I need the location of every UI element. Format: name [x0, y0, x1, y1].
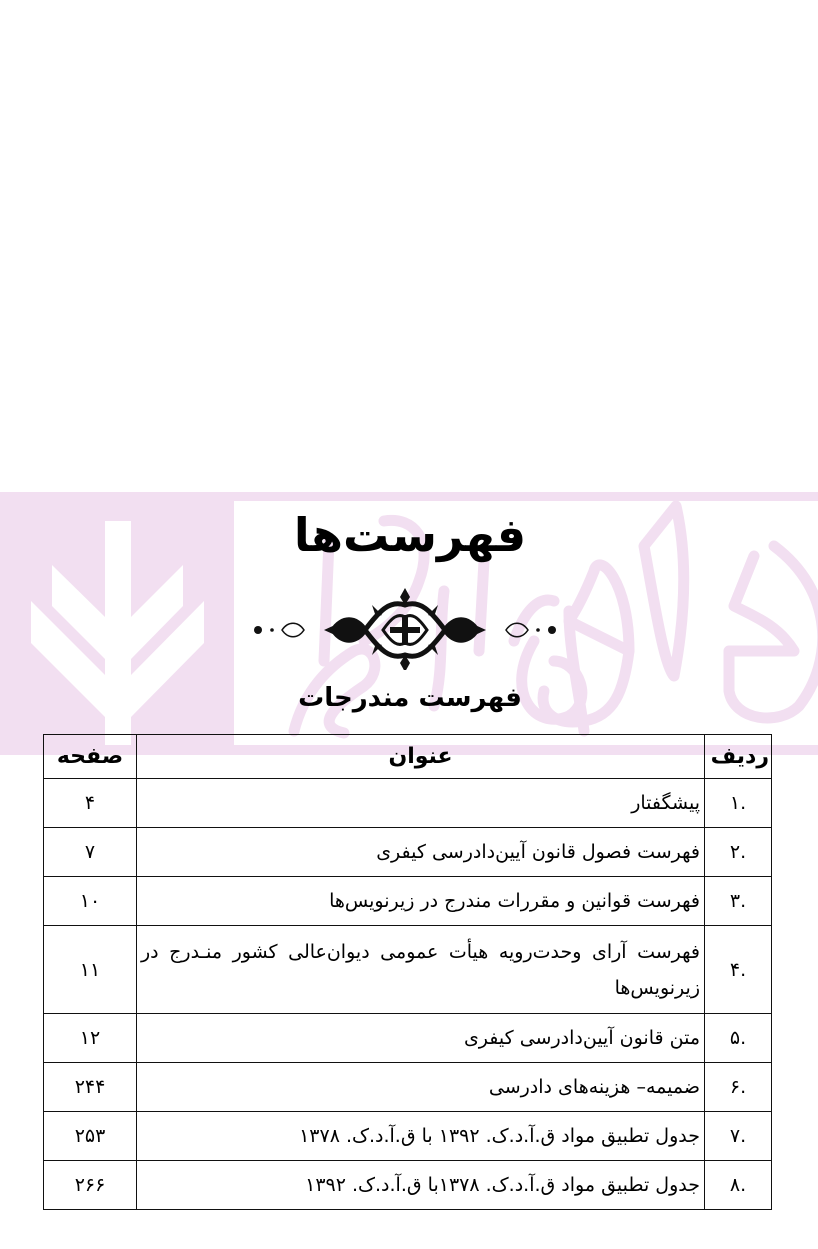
table-row: [44, 1063, 772, 1112]
row-page: ۲۴۴: [44, 1063, 137, 1112]
table-row: [44, 1161, 772, 1210]
row-page: ۷: [44, 828, 137, 877]
row-number: .۸: [705, 1161, 772, 1210]
row-page: ۲۶۶: [44, 1161, 137, 1210]
row-title: فهرست فصول قانون آیین‌دادرسی کیفری: [137, 828, 705, 877]
table-row: [44, 926, 772, 1014]
row-number: .۱: [705, 779, 772, 828]
header-row-number: ردیف: [705, 735, 772, 779]
contents-table: [43, 734, 772, 1210]
table-row: [44, 828, 772, 877]
row-number: .۴: [705, 926, 772, 1014]
row-number: .۳: [705, 877, 772, 926]
row-title: جدول تطبیق مواد ق.آ.د.ک. ۱۳۷۸با ق.آ.د.ک. ۱۳۹۲: [137, 1161, 705, 1210]
page-title: فهرست‌ها: [293, 508, 527, 562]
row-number: .۷: [705, 1112, 772, 1161]
tree-logo-icon: [0, 501, 234, 745]
row-page: ۱۱: [44, 926, 137, 1014]
watermark-logo-panel: [0, 501, 234, 745]
row-page: ۴: [44, 779, 137, 828]
row-title: فهرست آرای وحدت‌رویه هیأت عمومی دیوان‌عالی کشور منـدرج در زیرنویس‌ها: [137, 926, 705, 1014]
row-title: پیشگفتار: [137, 779, 705, 828]
table-header-row: [44, 735, 772, 779]
header-page: صفحه: [44, 735, 137, 779]
watermark-band-top: [0, 492, 818, 501]
row-number: .۲: [705, 828, 772, 877]
table-row: [44, 1112, 772, 1161]
row-number: .۶: [705, 1063, 772, 1112]
row-title: ضمیمه– هزینه‌های دادرسی: [137, 1063, 705, 1112]
table-row: [44, 779, 772, 828]
row-page: ۱۰: [44, 877, 137, 926]
row-title: جدول تطبیق مواد ق.آ.د.ک. ۱۳۹۲ با ق.آ.د.ک. ۱۳۷۸: [137, 1112, 705, 1161]
header-title: عنوان: [137, 735, 705, 779]
row-title: متن قانون آیین‌دادرسی کیفری: [137, 1014, 705, 1063]
section-subtitle: فهرست مندرجات: [298, 683, 522, 713]
floral-ornament-icon: [240, 585, 570, 670]
row-number: .۵: [705, 1014, 772, 1063]
row-title: فهرست قوانین و مقررات مندرج در زیرنویس‌ها: [137, 877, 705, 926]
row-page: ۲۵۳: [44, 1112, 137, 1161]
row-page: ۱۲: [44, 1014, 137, 1063]
table-row: [44, 877, 772, 926]
table-row: [44, 1014, 772, 1063]
